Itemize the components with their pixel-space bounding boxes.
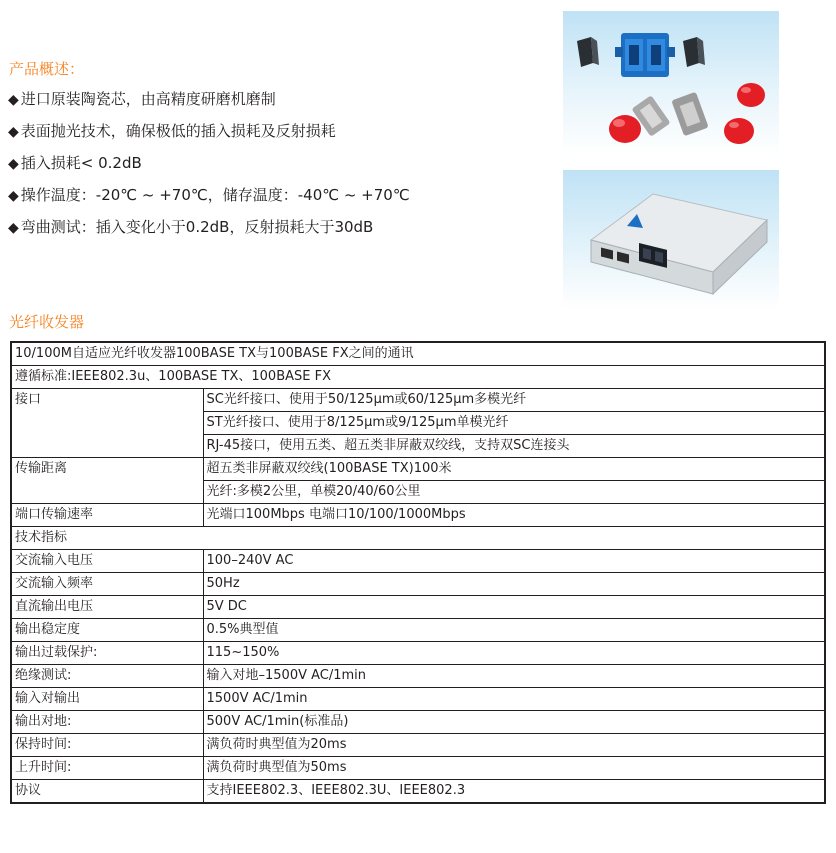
spec-value: 100–240V AC — [203, 550, 825, 573]
overview-item-text: 弯曲测试：插入变化小于0.2dB，反射损耗大于30dB — [20, 218, 374, 236]
speed-label: 端口传输速率 — [11, 504, 203, 527]
spec-value: 1500V AC/1min — [203, 688, 825, 711]
distance-value: 超五类非屏蔽双绞线(100BASE TX)100米 — [203, 458, 825, 481]
spec-label: 输出稳定度 — [11, 619, 203, 642]
table-row — [11, 757, 825, 780]
spec-value: 115~150% — [203, 642, 825, 665]
table-row — [11, 504, 825, 527]
speed-value: 光端口100Mbps 电端口10/100/1000Mbps — [203, 504, 825, 527]
table-row — [11, 780, 825, 804]
spec-table — [10, 341, 826, 804]
converter-heading: 10/100M自适应光纤收发器100BASE TX与100BASE FX之间的通讯 — [11, 342, 825, 366]
spec-label: 输出过载保护: — [11, 642, 203, 665]
spec-label: 绝缘测试: — [11, 665, 203, 688]
overview-item-text: 插入损耗< 0.2dB — [20, 154, 142, 172]
table-row — [11, 527, 825, 550]
spec-value: 满负荷时典型值为50ms — [203, 757, 825, 780]
diamond-bullet-icon: ◆ — [8, 156, 19, 172]
table-row — [11, 458, 825, 481]
spec-label: 交流输入频率 — [11, 573, 203, 596]
standard-cell: 遵循标准:IEEE802.3u、100BASE TX、100BASE FX — [11, 366, 825, 389]
table-row — [11, 573, 825, 596]
spec-label: 保持时间: — [11, 734, 203, 757]
spec-label: 直流输出电压 — [11, 596, 203, 619]
list-item — [8, 182, 410, 214]
overview-item-text: 表面抛光技术，确保极低的插入损耗及反射损耗 — [20, 122, 336, 140]
table-row — [11, 665, 825, 688]
media-converter-device-photo — [563, 170, 779, 310]
spec-label: 交流输入电压 — [11, 550, 203, 573]
diamond-bullet-icon: ◆ — [8, 188, 19, 204]
overview-item-text: 操作温度：-20℃ ~ +70℃，储存温度：-40℃ ~ +70℃ — [20, 186, 410, 204]
fiber-connector-adapters-photo — [563, 11, 779, 155]
table-row — [11, 596, 825, 619]
table-row — [11, 619, 825, 642]
list-item — [8, 118, 410, 150]
overview-list — [8, 86, 410, 246]
spec-value: 满负荷时典型值为20ms — [203, 734, 825, 757]
table-row — [11, 389, 825, 412]
list-item — [8, 214, 410, 246]
spec-label: 输入对输出 — [11, 688, 203, 711]
table-row — [11, 366, 825, 389]
table-row — [11, 688, 825, 711]
spec-label: 协议 — [11, 780, 203, 804]
spec-value: 50Hz — [203, 573, 825, 596]
spec-value: 0.5%典型值 — [203, 619, 825, 642]
list-item — [8, 86, 410, 118]
list-item — [8, 150, 410, 182]
tech-heading: 技术指标 — [11, 527, 825, 550]
table-row — [11, 342, 825, 366]
table-row — [11, 642, 825, 665]
converter-title: 光纤收发器 — [9, 313, 85, 331]
fiber-adapters-illustration — [563, 11, 779, 155]
spec-value: 500V AC/1min(标准品) — [203, 711, 825, 734]
interface-value: RJ-45接口，使用五类、超五类非屏蔽双绞线，支持双SC连接头 — [203, 435, 825, 458]
diamond-bullet-icon: ◆ — [8, 220, 19, 236]
spec-value: 支持IEEE802.3、IEEE802.3U、IEEE802.3 — [203, 780, 825, 804]
distance-label: 传输距离 — [11, 458, 203, 504]
spec-label: 上升时间: — [11, 757, 203, 780]
distance-value: 光纤:多模2公里，单模20/40/60公里 — [203, 481, 825, 504]
spec-label: 输出对地: — [11, 711, 203, 734]
spec-value: 5V DC — [203, 596, 825, 619]
diamond-bullet-icon: ◆ — [8, 124, 19, 140]
table-row — [11, 550, 825, 573]
table-row — [11, 734, 825, 757]
interface-value: SC光纤接口、使用于50/125μm或60/125μm多模光纤 — [203, 389, 825, 412]
table-row — [11, 711, 825, 734]
media-converter-illustration — [563, 170, 779, 310]
interface-value: ST光纤接口、使用于8/125μm或9/125μm单模光纤 — [203, 412, 825, 435]
interface-label: 接口 — [11, 389, 203, 458]
overview-item-text: 进口原装陶瓷芯，由高精度研磨机磨制 — [20, 90, 276, 108]
spec-value: 输入对地–1500V AC/1min — [203, 665, 825, 688]
diamond-bullet-icon: ◆ — [8, 92, 19, 108]
overview-title: 产品概述： — [9, 60, 85, 78]
